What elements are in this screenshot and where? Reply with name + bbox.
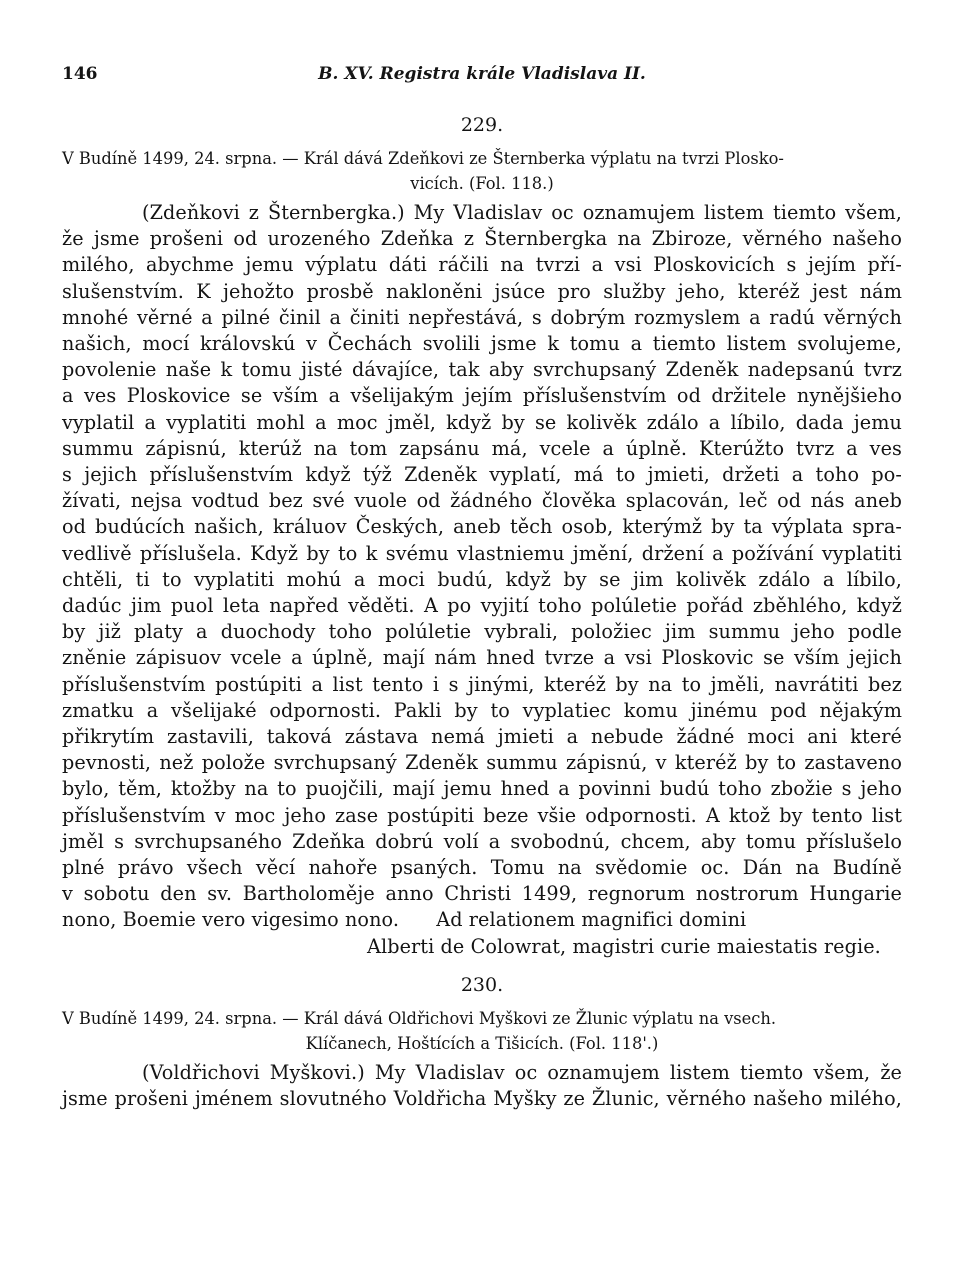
running-head [62, 60, 902, 92]
document-text [62, 200, 902, 960]
text-line: jsme prošeni jménem slovutného Voldřicha Myšky ze Žlunic, věrného našeho milého, [62, 1087, 902, 1111]
text-line: nono, Boemie vero vigesimo nono. Ad relationem magnifici domini [62, 908, 747, 932]
text-line: od budúcích našich, králuov Českých, aneb těch osob, kterýmž by ta výplata spra- [62, 515, 902, 539]
text-line: summu zápisnú, kterúž na tom zapsánu má, vcele a úplně. Kterúžto tvrz a ves [62, 436, 902, 460]
document-page [62, 60, 902, 1112]
text-line: slušenstvím. K jehožto prosbě nakloněni jsúce pro služby jeho, kteréž jest nám [62, 279, 902, 303]
regest-line: Klíčanech, Hoštících a Tišicích. (Fol. 118'.) [305, 1033, 659, 1053]
text-line: zmatku a všelijaké odpornosti. Pakli by to vyplatiec komu jinému pod nějakým [62, 698, 902, 722]
text-line: milého, abychme jemu výplatu dáti ráčili na tvrzi a vsi Ploskovicích s jejím pří- [62, 253, 902, 277]
signature-line: Alberti de Colowrat, magistri curie maiestatis regie. [367, 934, 881, 958]
text-line: našich, mocí královskú v Čechách svolili jsme k tomu a tiemto listem svolujeme, [62, 332, 902, 356]
text-line: vedlivě příslušela. Když by to k svému vlastniemu jmění, držení a požívání vyplatiti [62, 541, 902, 565]
text-line: dadúc jim puol leta napřed věděti. A po vyjití toho polúletie pořád zběhlého, když [62, 594, 902, 618]
running-title: B. XV. Registra krále Vladislava II. [318, 64, 646, 84]
regest-line: V Budíně 1499, 24. srpna. — Král dává Zdeňkovi ze Šternberka výplatu na tvrzi Plosko- [62, 149, 784, 168]
text-line: bylo, těm, ktožby na to puojčili, mají jemu hned a povinni budú toho zbožie s jeho [62, 777, 902, 801]
text-line: by již platy a duochody toho polúletie vybrali, položiec jim summu jeho podle [62, 620, 902, 644]
page-number: 146 [62, 64, 98, 84]
text-line: (Zdeňkovi z Šternbergka.) My Vladislav oc oznamujem listem tiemto všem, [142, 201, 902, 224]
regest-line: vicích. (Fol. 118.) [410, 174, 554, 193]
text-line: chtěli, ti to vyplatiti mohú a moci budú, když by se jim kolivěk zdálo a líbilo, [62, 567, 902, 591]
text-line: žívati, nejsa vodtud bez své vuole od žádného člověka splacován, leč od nás aneb [62, 489, 902, 513]
text-line: příslušenstvím postúpiti a list tento i s jinými, kteréž by na to jměli, navrátiti bez [62, 672, 902, 696]
text-line: přikrytím zastavili, taková zástava nemá jmieti a nebude žádné moci ani které [62, 725, 902, 749]
regest [62, 1006, 902, 1056]
text-line: příslušenstvím v moc jeho zase postúpiti beze všie odpornosti. A ktož by tento list [62, 803, 902, 827]
text-line: (Voldřichovi Myškovi.) My Vladislav oc oznamujem listem tiemto všem, že [142, 1060, 902, 1084]
text-line: pevnosti, než polože svrchupsaný Zdeněk summu zápisnú, v kteréž by to zastaveno [62, 751, 902, 775]
text-line: mnohé věrné a pilné činil a činiti nepřestává, s dobrým rozmyslem a radú věrných [62, 305, 902, 329]
text-line: jměl s svrchupsaného Zdeňka dobrú volí a svobodnú, chcem, aby tomu příslušelo [62, 829, 902, 853]
regest [62, 146, 902, 196]
text-line: vyplatil a vyplatiti mohl a moc jměl, když by se kolivěk zdálo a líbilo, dada jemu [62, 410, 902, 434]
text-line: zněnie zápisuov vcele a úplně, mají nám hned tvrze a vsi Ploskovic se vším jejich [62, 646, 902, 670]
document-number: 230. [460, 973, 504, 996]
text-line: že jsme prošeni od urozeného Zdeňka z Šternbergka na Zbiroze, věrného našeho [62, 227, 902, 251]
document-text [62, 1060, 902, 1112]
text-line: povolenie naše k tomu jisté dávajíce, tak aby svrchupsaný Zdeněk nadepsanú tvrz [62, 358, 902, 382]
text-line: s jejich příslušenstvím když týž Zdeněk vyplatí, má to jmieti, držeti a toho po- [62, 463, 902, 487]
regest-line: V Budíně 1499, 24. srpna. — Král dává Oldřichovi Myškovi ze Žlunic výplatu na vsech. [62, 1008, 777, 1028]
text-line: plné právo všech věcí nahoře psaných. Tomu na svědomie oc. Dán na Budíně [62, 856, 902, 880]
text-line: v sobotu den sv. Bartholoměje anno Christi 1499, regnorum nostrorum Hungarie [62, 882, 902, 906]
text-line: a ves Ploskovice se vším a všelijakým jejím příslušenstvím od držitele nynějšieho [62, 384, 902, 408]
document-number: 229. [460, 114, 504, 136]
